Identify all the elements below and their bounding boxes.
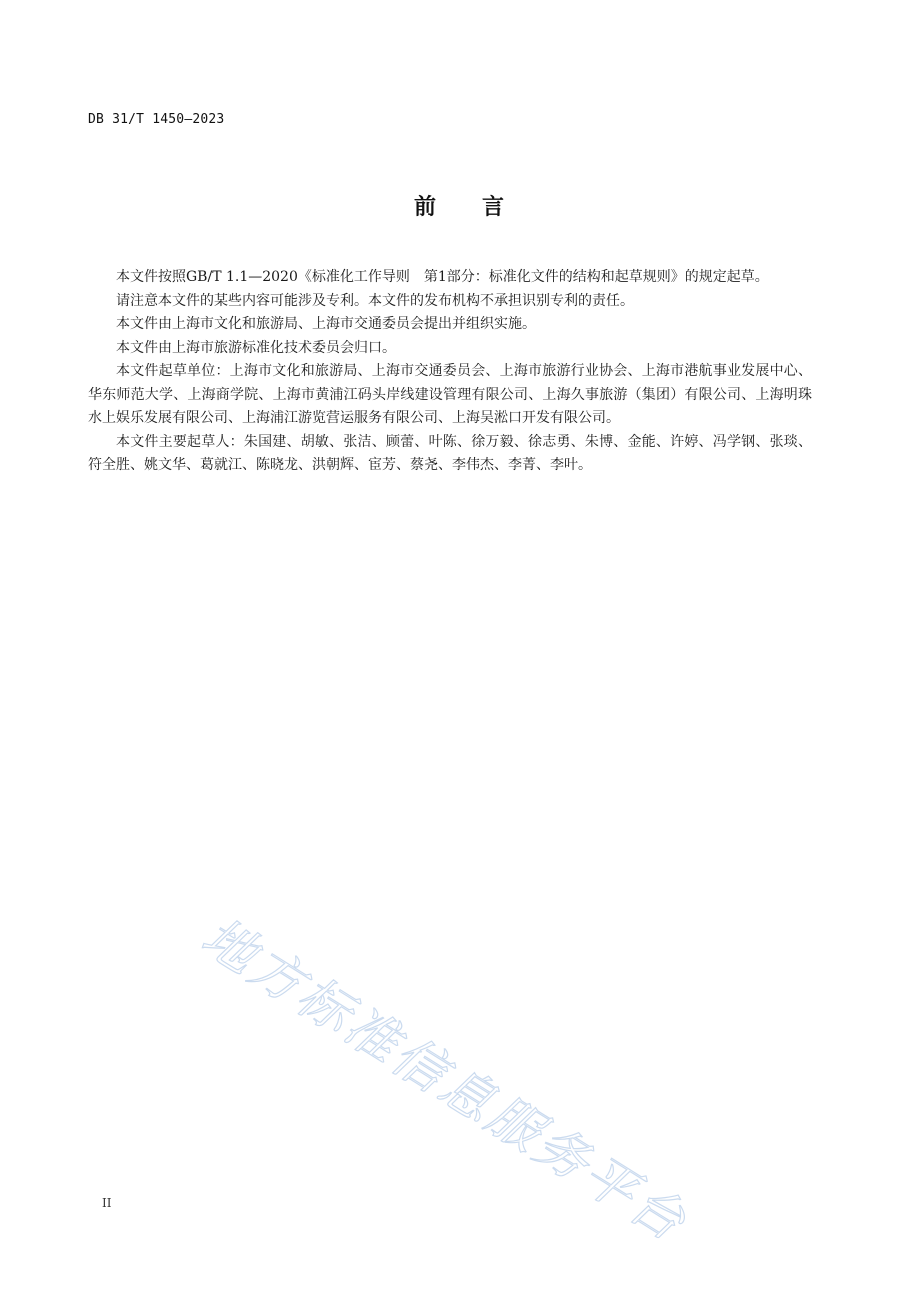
title-char-1: 前: [413, 195, 438, 220]
paragraph-drafting-units: 本文件起草单位：上海市文化和旅游局、上海市交通委员会、上海市旅游行业协会、上海市港航事业发展中心、华东师范大学、上海商学院、上海市黄浦江码头岸线建设管理有限公司、上海久事旅游（集团）有限公司、上海明珠水上娱乐发展有限公司、上海浦江游览营运服务有限公司、上海吴淞口开发有限公司。: [88, 363, 812, 426]
standard-code: DB 31/T 1450—2023: [88, 112, 225, 127]
watermark: 地方标准信息服务平台: [191, 906, 698, 1255]
paragraph-proposer: 本文件由上海市文化和旅游局、上海市交通委员会提出并组织实施。: [116, 316, 536, 332]
paragraph-committee: 本文件由上海市旅游标准化技术委员会归口。: [116, 339, 396, 356]
foreword-body: [88, 266, 812, 478]
paragraph-drafters: 本文件主要起草人：朱国建、胡敏、张洁、顾蕾、叶陈、徐万毅、徐志勇、朱博、金能、许婷、冯学钢、张琰、符全胜、姚文华、葛就江、陈晓龙、洪朝辉、宦芳、蔡尧、李伟杰、李菁、李叶。: [88, 433, 812, 473]
paragraph-drafting-rules: 本文件按照GB/T 1.1—2020《标准化工作导则 第1部分：标准化文件的结构和起草规则》的规定起草。: [116, 269, 769, 285]
title-char-2: 言: [482, 195, 507, 220]
page-number: II: [102, 1196, 112, 1210]
page-title: [0, 190, 920, 221]
paragraph-patent-notice: 请注意本文件的某些内容可能涉及专利。本文件的发布机构不承担识别专利的责任。: [116, 292, 634, 309]
